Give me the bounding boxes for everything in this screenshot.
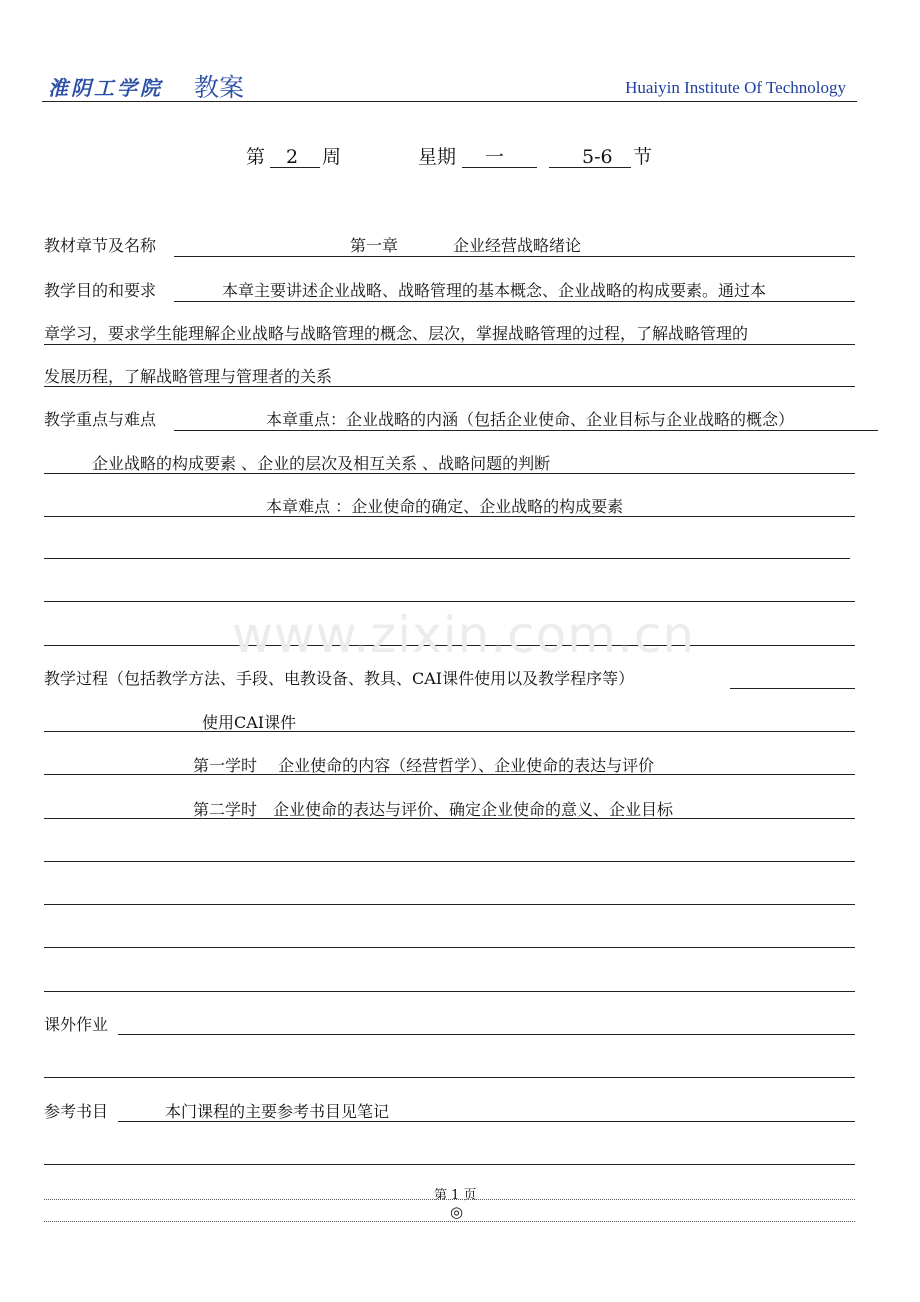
blank-line-5 [44,904,855,905]
process-underline-0 [730,688,855,689]
references-underline [118,1121,855,1122]
objectives-label: 教学目的和要求 [44,281,157,300]
objectives-underline-1 [174,301,855,302]
homework-underline [118,1034,855,1035]
weekday-label: 星期 [418,146,457,168]
chapter-name: 企业经营战略绪论 [453,236,582,255]
keypoints-underline-3 [44,516,855,517]
header-rule [42,101,857,102]
process-underline-2 [44,774,855,775]
process-label: 教学过程（包括教学方法、手段、电教设备、教具、CAI课件使用以及教学程序等） [44,669,635,688]
process-line-3: 第二学时 企业使命的表达与评价、确定企业使命的意义、企业目标 [193,800,674,819]
objectives-line-3: 发展历程，了解战略管理与管理者的关系 [44,367,333,386]
process-line-2: 第一学时 企业使命的内容（经营哲学）、企业使命的表达与评价 [193,756,655,775]
blank-line-4 [44,861,855,862]
process-underline-3 [44,818,855,819]
blank-line-1 [44,558,850,559]
page-number: 第 1 页 [434,1188,477,1203]
keypoints-underline-1 [174,430,878,431]
weekday-value: 一 [485,146,505,168]
process-underline-1 [44,731,855,732]
period-value: 5-6 [582,146,613,168]
chapter-label: 教材章节及名称 [44,236,157,255]
references-label: 参考书目 [44,1102,109,1121]
watermark: www.zixin.com.cn [232,606,696,664]
institute-logo: 淮阴工学院 [48,76,163,100]
references-text: 本门课程的主要参考书目见笔记 [165,1102,390,1121]
document-type-title: 教案 [194,73,245,102]
blank-line-6 [44,947,855,948]
blank-line-8 [44,1077,855,1078]
blank-line-2 [44,601,855,602]
blank-line-7 [44,991,855,992]
chapter-number: 第一章 [350,236,399,255]
objectives-underline-3 [44,386,855,387]
week-suffix: 周 [322,146,342,168]
keypoints-label: 教学重点与难点 [44,410,157,429]
keypoints-underline-2 [44,473,855,474]
objectives-underline-2 [44,344,855,345]
blank-line-9 [44,1164,855,1165]
week-value: 2 [286,146,299,168]
objectives-line-2: 章学习，要求学生能理解企业战略与战略管理的概念、层次，掌握战略管理的过程，了解战略管理的 [44,324,749,343]
keypoints-line-1: 本章重点：企业战略的内涵（包括企业使命、企业目标与企业战略的概念） [266,410,795,429]
process-line-1: 使用CAI课件 [202,713,297,732]
footer-dotted-rule-1 [44,1199,855,1200]
institute-english-name: Huaiyin Institute Of Technology [625,78,846,97]
week-prefix: 第 [246,146,266,168]
keypoints-line-3: 本章难点 ：企业使命的确定、企业战略的构成要素 [266,497,624,516]
chapter-underline [174,256,855,257]
footer-dotted-rule-2 [44,1221,855,1222]
footer-symbol: ◎ [450,1203,464,1221]
homework-label: 课外作业 [44,1015,109,1034]
keypoints-line-2: 企业战略的构成要素 、企业的层次及相互关系 、战略问题的判断 [92,454,551,473]
period-suffix: 节 [633,146,653,168]
objectives-line-1: 本章主要讲述企业战略、战略管理的基本概念、企业战略的构成要素。通过本 [222,281,767,300]
